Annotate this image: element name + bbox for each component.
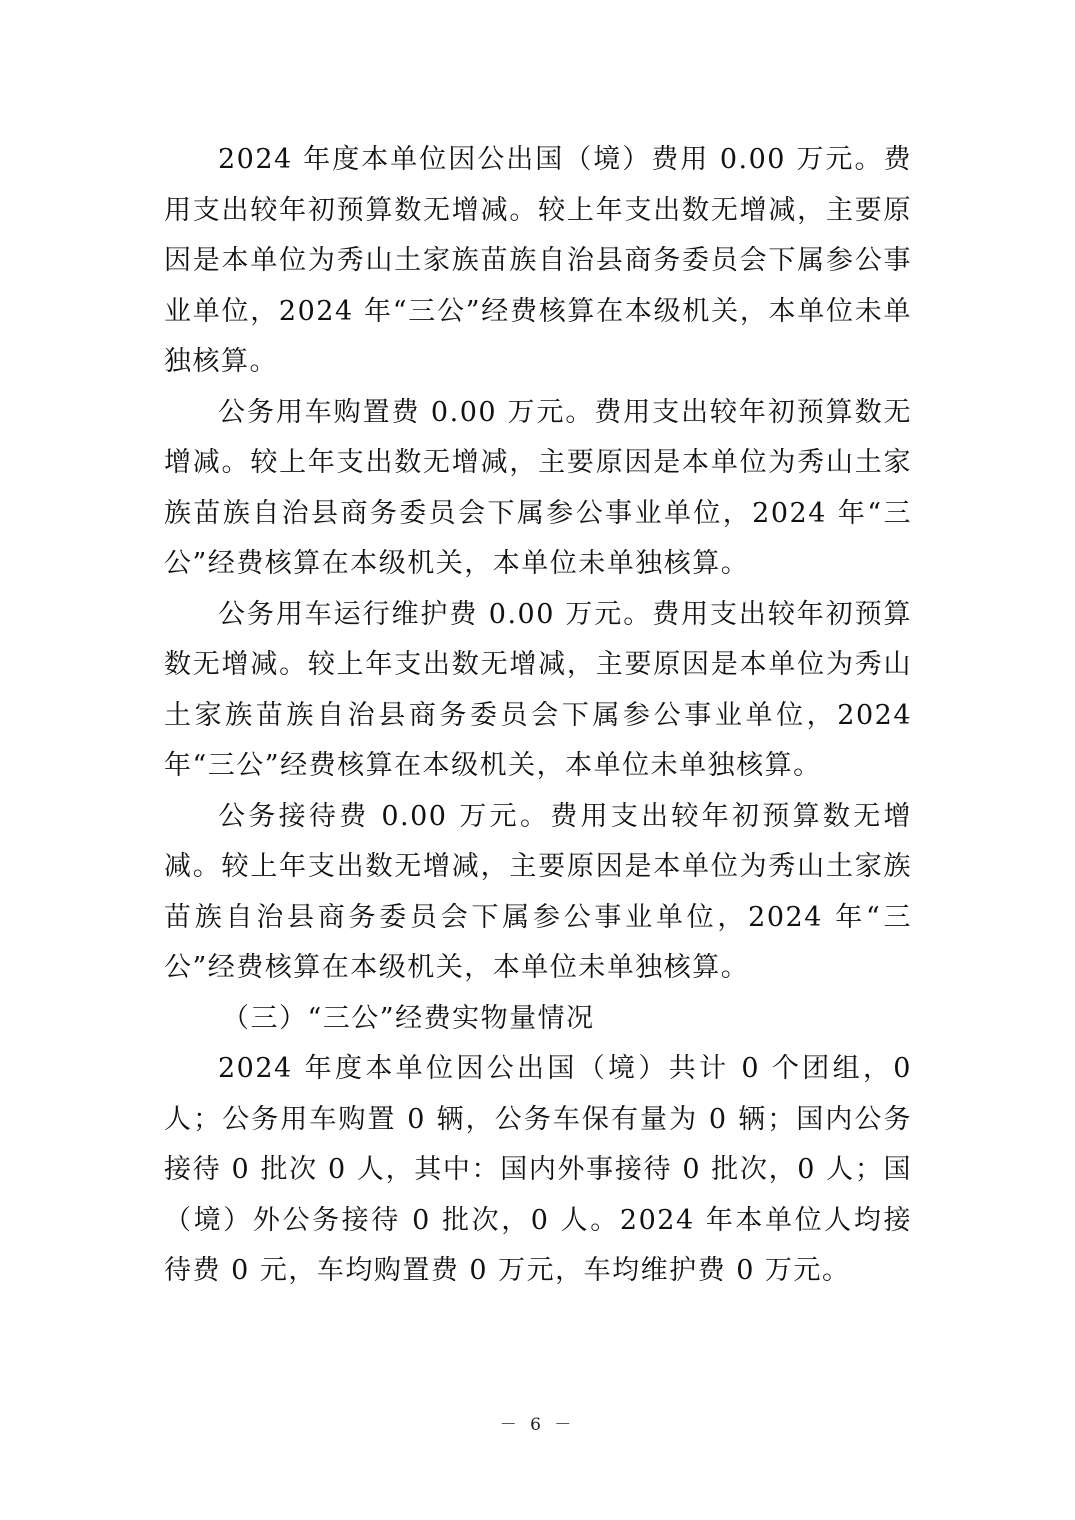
paragraph-vehicle-maintenance: 公务用车运行维护费 0.00 万元。费用支出较年初预算数无增减。较上年支出数无增减，主要原因是本单位为秀山土家族苗族自治县商务委员会下属参公事业单位，2024 年“三公”经费核算在本级机关，本单位未单独核算。 bbox=[164, 598, 912, 781]
paragraph-vehicle-purchase: 公务用车购置费 0.00 万元。费用支出较年初预算数无增减。较上年支出数无增减，主要原因是本单位为秀山土家族苗族自治县商务委员会下属参公事业单位，2024 年“三公”经费核算在本级机关，本单位未单独核算。 bbox=[164, 396, 912, 579]
paragraph-official-reception: 公务接待费 0.00 万元。费用支出较年初预算数无增减。较上年支出数无增减，主要原因是本单位为秀山土家族苗族自治县商务委员会下属参公事业单位，2024 年“三公”经费核算在本级机关，本单位未单独核算。 bbox=[164, 800, 912, 983]
page-number: － 6 － bbox=[499, 1415, 576, 1435]
document-body bbox=[164, 135, 912, 1297]
paragraph-physical-quantity-summary: 2024 年度本单位因公出国（境）共计 0 个团组，0 人；公务用车购置 0 辆，公务车保有量为 0 辆；国内公务接待 0 批次 0 人，其中：国内外事接待 0 批次，0 人；国（境）外公务接待 0 批次，0 人。2024 年本单位人均接待费 0 元，车均购置费 0 万元，车均维护费 0 万元。 bbox=[164, 1053, 912, 1286]
paragraph-overseas-travel: 2024 年度本单位因公出国（境）费用 0.00 万元。费用支出较年初预算数无增减。较上年支出数无增减，主要原因是本单位为秀山土家族苗族自治县商务委员会下属参公事业单位，2024 年“三公”经费核算在本级机关，本单位未单独核算。 bbox=[164, 144, 912, 377]
section-heading: （三）“三公”经费实物量情况 bbox=[222, 1002, 595, 1034]
